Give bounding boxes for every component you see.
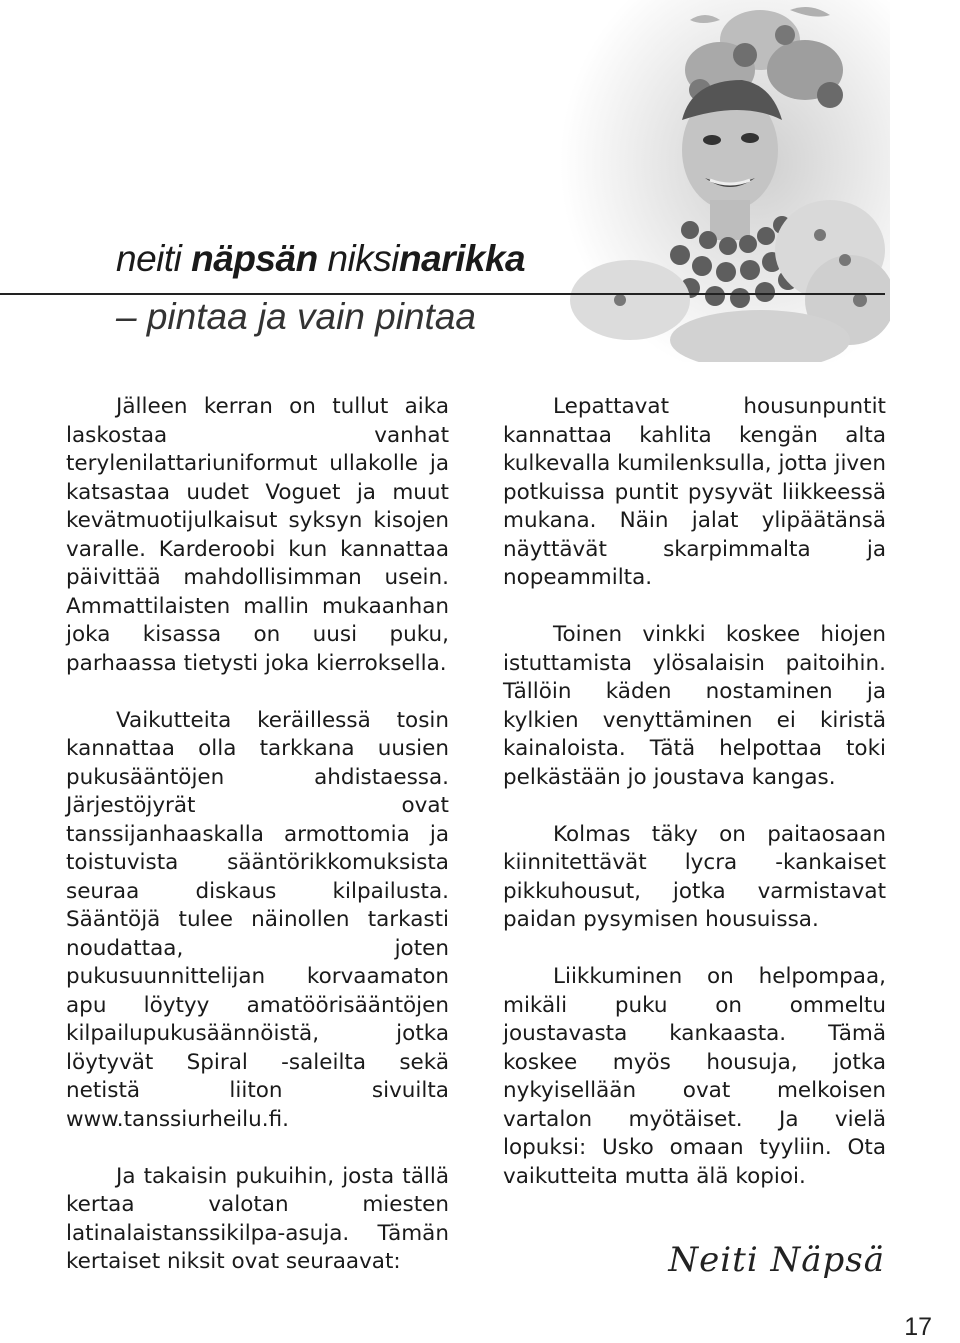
page-number: 17	[904, 1313, 932, 1341]
article-title	[116, 238, 525, 280]
paragraph: Lepattavat housunpuntit kannattaa kahlita kengän alta kulkevalla kumilenksulla, jotta jiven potkuissa puntit pysyvät liikkeessä mukana. Näin jalat ylipäätänsä näyttävät skarpimmalta ja nopeammilta.	[503, 394, 886, 590]
author-signature: Neiti Näpsä	[668, 1240, 885, 1280]
paragraph: Kolmas täky on paitaosaan kiinnitettävät lycra -kankaiset pikkuhousut, jotka varmistavat paidan pysymisen housuissa.	[503, 821, 886, 932]
paragraph: Ja takaisin pukuihin, josta tällä kertaa valotan miesten latinalaistanssikilpa-asuja. Tämän kertaiset niksit ovat seuraavat:	[66, 1163, 449, 1274]
title-part-neiti: neiti	[116, 238, 192, 279]
left-column	[66, 393, 449, 1305]
right-column	[503, 393, 886, 1220]
title-part-napsan: näpsän	[191, 238, 318, 279]
paragraph: Jälleen kerran on tullut aika laskostaa vanhat terylenilattariuniformut ullakolle ja katsastaa uudet Voguet ja muut kevätmuotijulkaisut syksyn kisojen varalle. Karderoobi kun kannattaa päivittää mahdollisimman usein. Ammattilaisten mallin mukaanhan joka kisassa on uusi puku, parhaassa tietysti joka kierroksella.	[66, 394, 449, 676]
paragraph: Liikkuminen on helpompaa, mikäli puku on ommeltu joustavasta kankaasta. Tämä koskee myös housuja, jotka nykyisellään ovat melkoisen vartalon myötäiset. Ja vielä lopuksi: Usko omaan tyyliin. Ota vaikutteita mutta älä kopioi.	[503, 964, 886, 1189]
title-part-niksi: niksi	[317, 238, 400, 279]
paragraph: Vaikutteita keräillessä tosin kannattaa olla tarkkana uusien pukusääntöjen ahdistaessa. Järjestöjyrät ovat tanssijanhaaskalla armottomia ja toistuvista sääntörikkomuksista seuraa diskaus kilpailusta. Sääntöjä tulee näinollen tarkasti noudattaa, joten pukusuunnittelijan korvaamaton apu löytyy amatöörisääntöjen kilpailupukusäännöistä, jotka löytyvät Spiral -saleilta sekä netistä liiton sivuilta www.tanssiurheilu.fi.	[66, 707, 449, 1132]
dancer-photo-icon	[560, 0, 890, 362]
article-subtitle: – pintaa ja vain pintaa	[116, 296, 476, 337]
title-part-narikka: narikka	[399, 238, 526, 279]
dancer-photo	[560, 0, 890, 362]
paragraph: Toinen vinkki koskee hiojen istuttamista ylösalaisin paitoihin. Tällöin käden nostaminen ja kylkien venyttäminen ei kiristä kainaloista. Tätä helpottaa toki pelkästään jo joustava kangas.	[503, 622, 886, 790]
title-rule	[0, 293, 885, 295]
